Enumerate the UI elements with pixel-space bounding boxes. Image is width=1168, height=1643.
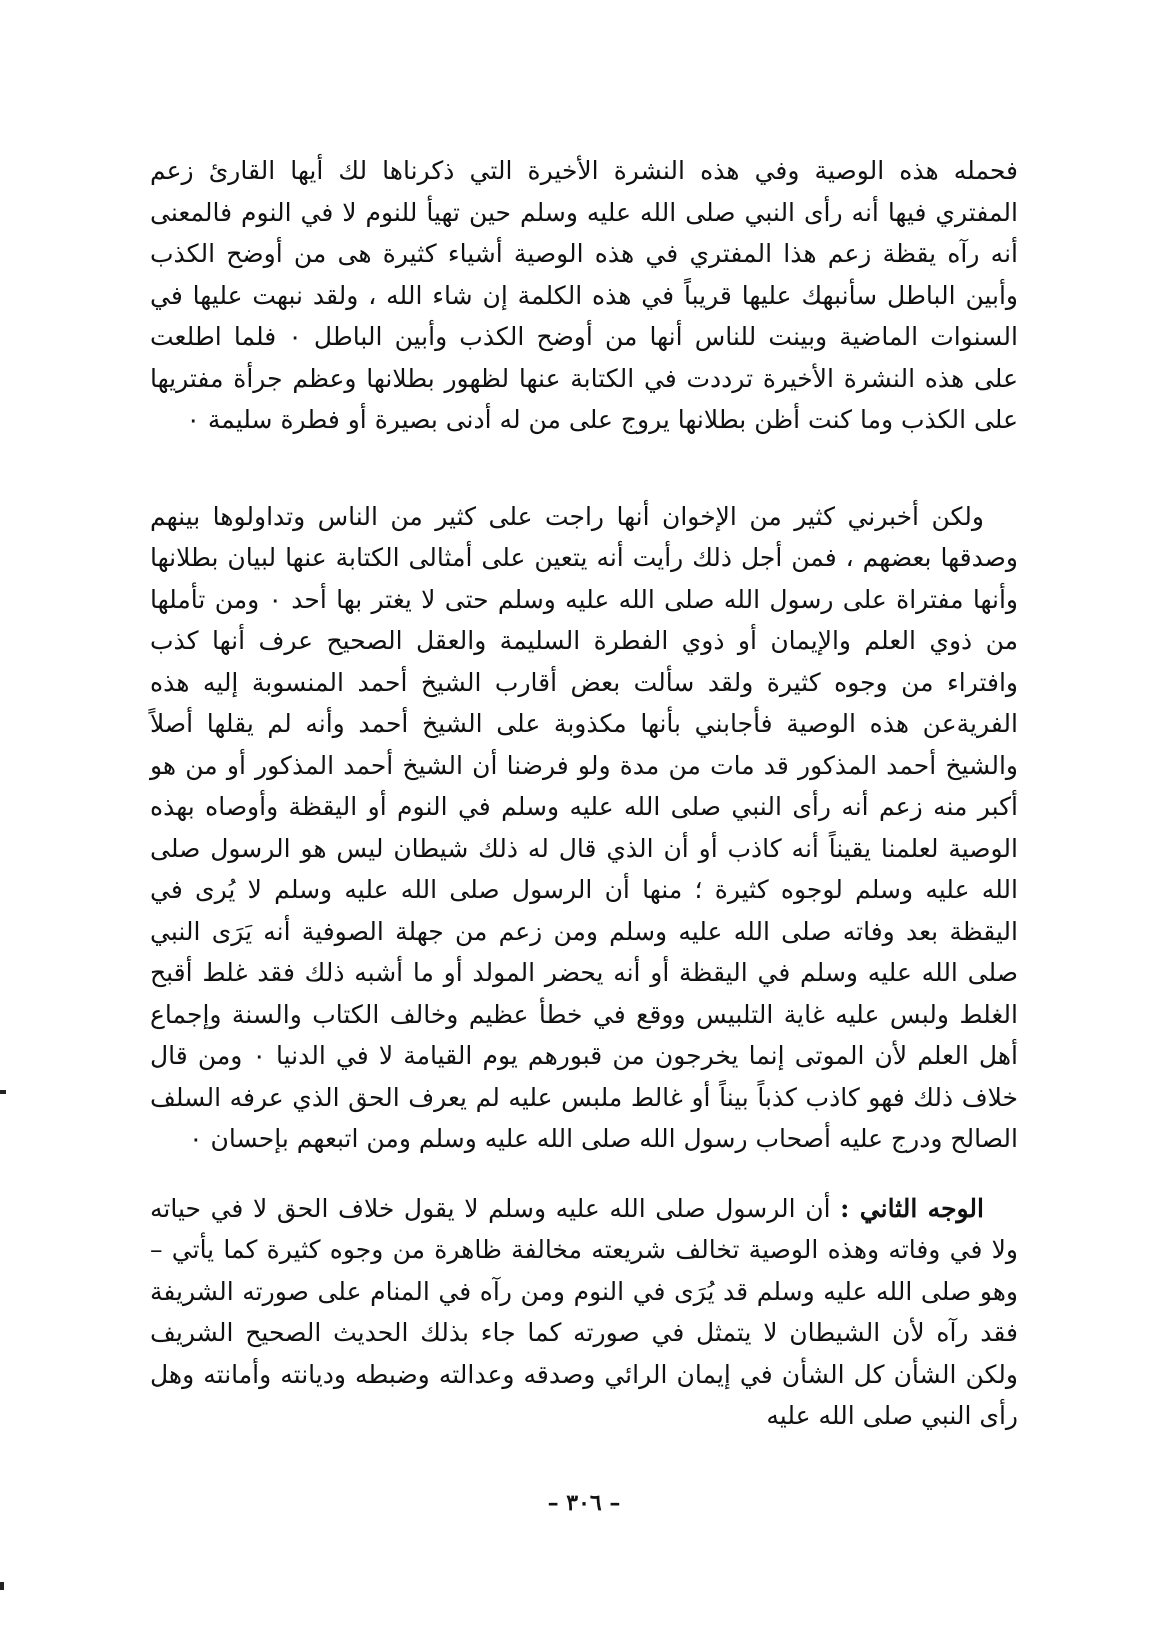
section-heading-inline: الوجه الثاني : (840, 1193, 985, 1223)
scan-mark (0, 1090, 6, 1094)
paragraph-gap (150, 441, 1018, 496)
paragraph-3-body: أن الرسول صلى الله عليه وسلم لا يقول خلاف الحق لا في حياته ولا في وفاته وهذه الوصية تخالف شريعته مخالفة ظاهرة من وجوه كثيرة كما يأتي – وهو صلى الله عليه وسلم قد يُرَى في النوم ومن رآه في المنام على صورته الشريفة فقد رآه لأن الشيطان لا يتمثل في صورته كما جاء بذلك الحديث الصحيح الشريف ولكن الشأن كل الشأن في إيمان الرائي وصدقه وعدالته وضبطه وديانته وأمانته وهل رأى النبي صلى الله عليه (150, 1193, 1018, 1430)
paragraph-2: ولكن أخبرني كثير من الإخوان أنها راجت على كثير من الناس وتداولوها بينهم وصدقها بعضهم ، فمن أجل ذلك رأيت أنه يتعين على أمثالى الكتابة عنها لبيان بطلانها وأنها مفتراة على رسول الله صلى الله عليه وسلم حتى لا يغتر بها أحد ٠ ومن تأملها من ذوي العلم والإيمان أو ذوي الفطرة السليمة والعقل الصحيح عرف أنها كذب وافتراء من وجوه كثيرة ولقد سألت بعض أقارب الشيخ أحمد المنسوبة إليه هذه الفريةعن هذه الوصية فأجابني بأنها مكذوبة على الشيخ أحمد وأنه لم يقلها أصلاً والشيخ أحمد المذكور قد مات من مدة ولو فرضنا أن الشيخ أحمد المذكور أو من هو أكبر منه زعم أنه رأى النبي صلى الله عليه وسلم في النوم أو اليقظة وأوصاه بهذه الوصية لعلمنا يقيناً أنه كاذب أو أن الذي قال له ذلك شيطان ليس هو الرسول صلى الله عليه وسلم لوجوه كثيرة ؛ منها أن الرسول صلى الله عليه وسلم لا يُرى في اليقظة بعد وفاته صلى الله عليه وسلم ومن زعم من جهلة الصوفية أنه يَرَى النبي صلى الله عليه وسلم في اليقظة أو أنه يحضر المولد أو ما أشبه ذلك فقد غلط أقبح الغلط ولبس عليه غاية التلبيس ووقع في خطأ عظيم وخالف الكتاب والسنة وإجماع أهل العلم لأن الموتى إنما يخرجون من قبورهم يوم القيامة لا في الدنيا ٠ ومن قال خلاف ذلك فهو كاذب كذباً بيناً أو غالط ملبس عليه لم يعرف الحق الذي عرفه السلف الصالح ودرج عليه أصحاب رسول الله صلى الله عليه وسلم ومن اتبعهم بإحسان ٠ (150, 501, 1018, 1153)
page-number: – ٣٠٦ – (547, 1490, 621, 1516)
paragraph-3 (150, 1188, 1018, 1437)
paragraph-1: فحمله هذه الوصية وفي هذه النشرة الأخيرة التي ذكرناها لك أيها القارئ زعم المفتري فيها أنه رأى النبي صلى الله عليه وسلم حين تهيأ للنوم لا في النوم فالمعنى أنه رآه يقظة زعم هذا المفتري في هذه الوصية أشياء كثيرة هى من أوضح الكذب وأبين الباطل سأنبهك عليها قريباً في هذه الكلمة إن شاء الله ، ولقد نبهت عليها في السنوات الماضية وبينت للناس أنها من أوضح الكذب وأبين الباطل ٠ فلما اطلعت على هذه النشرة الأخيرة ترددت في الكتابة عنها لظهور بطلانها وعظم جرأة مفتريها على الكذب وما كنت أظن بطلانها يروج على من له أدنى بصيرة أو فطرة سليمة ٠ (150, 156, 1018, 434)
paragraph-gap (150, 1160, 1018, 1188)
scan-mark (0, 1582, 4, 1590)
document-page (150, 150, 1018, 1437)
